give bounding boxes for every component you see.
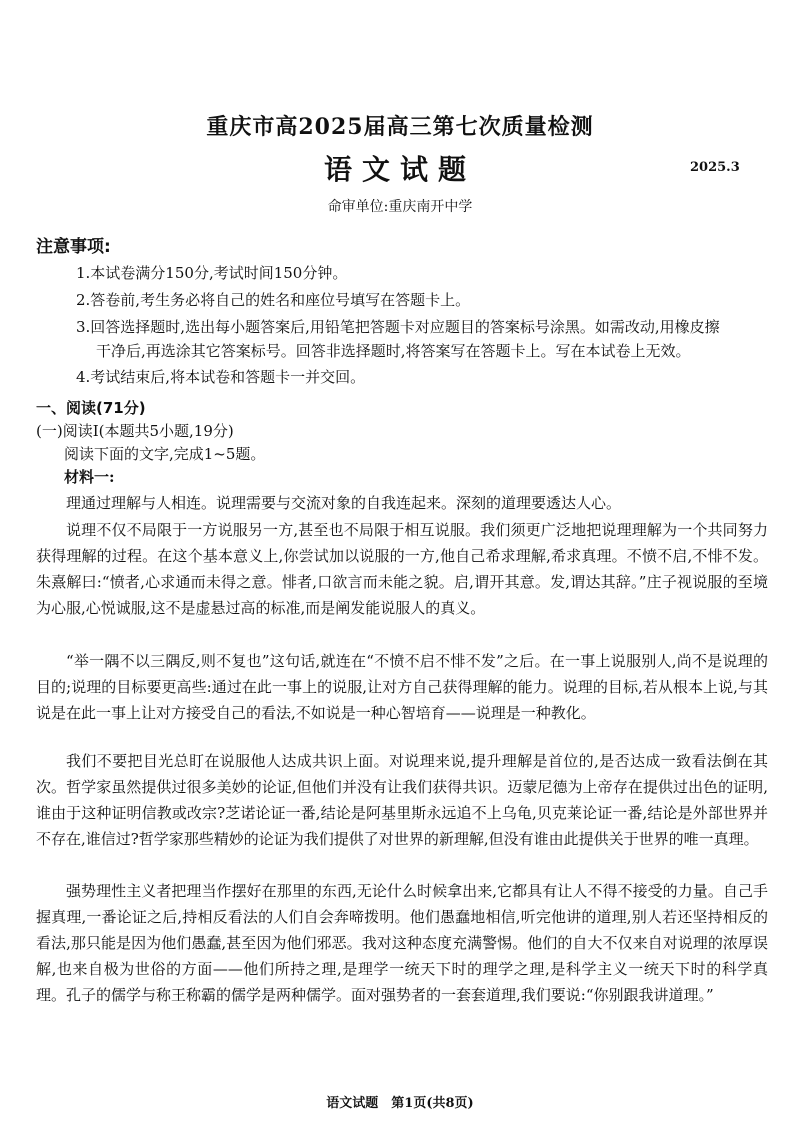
paragraph-5: 强势理性主义者把理当作摆好在那里的东西,无论什么时候拿出来,它都具有让人不得不接受的力量。自己手握真理,一番论证之后,持相反看法的人们自会奔啼拨明。他们愚蠢地相信,听完他讲的道理,别人若还坚持相反的看法,那只能是因为他们愚蠢,甚至因为他们邪恶。我对这种态度充满警惕。他们的自大不仅来自对说理的浓厚误解,也来自极为世俗的方面——他们所持之理,是理学一统天下时的理学之理,是科学主义一统天下时的科学真理。孔子的儒学与称王称霸的儒学是两种儒学。面对强势者的一套套道理,我们要说:“你别跟我讲道理。” bbox=[36, 882, 768, 1004]
notice-item-3: 3.回答选择题时,选出每小题答案后,用铅笔把答题卡对应题目的答案标号涂黑。如需改动,用橡皮擦 bbox=[76, 318, 720, 336]
exam-title: 重庆市高2025届高三第七次质量检测 bbox=[206, 114, 594, 140]
notice-title: 注意事项: bbox=[36, 237, 111, 257]
paragraph-3: “举一隅不以三隅反,则不复也”这句话,就连在“不愤不启不悱不发”之后。在一事上说服别人,尚不是说理的目的;说理的目标要更高些:通过在此一事上的说服,让对方自己获得理解的能力。说理的目标,若从根本上说,与其说是在此一事上让对方接受自己的看法,不如说是一种心智培育——说理是一种教化。 bbox=[36, 652, 768, 722]
notice-item-4: 4.考试结束后,将本试卷和答题卡一并交回。 bbox=[76, 368, 366, 386]
exam-date: 2025.3 bbox=[690, 160, 740, 175]
paragraph-2: 说理不仅不局限于一方说服另一方,甚至也不局限于相互说服。我们须更广泛地把说理理解为一个共同努力获得理解的过程。在这个基本意义上,你尝试加以说服的一方,他自己希求理解,希求真理。不愤不启,不悱不发。朱熹解曰:“愤者,心求通而未得之意。悱者,口欲言而未能之貌。启,谓开其意。发,谓达其辞。”庄子视说服的至境为心服,心悦诚服,这不是虚悬过高的标准,而是阐发能说服人的真义。 bbox=[36, 521, 768, 617]
page-footer: 语文试题 第1页(共8页) bbox=[326, 1096, 474, 1111]
sub-heading: (一)阅读Ⅰ(本题共5小题,19分) bbox=[36, 422, 234, 440]
paragraph-4: 我们不要把目光总盯在说服他人达成共识上面。对说理来说,提升理解是首位的,是否达成一致看法倒在其次。哲学家虽然提供过很多美妙的论证,但他们并没有让我们获得共识。迈蒙尼德为上帝存在提供过出色的证明,谁由于这种证明信教或改宗?芝诺论证一番,结论是阿基里斯永远追不上乌龟,贝克莱论证一番,结论是外部世界并不存在,谁信过?哲学家那些精妙的论证为我们提供了对世界的新理解,但没有谁由此提供关于世界的唯一真理。 bbox=[36, 752, 768, 848]
notice-item-1: 1.本试卷满分150分,考试时间150分钟。 bbox=[76, 264, 348, 282]
notice-item-3-cont: 干净后,再选涂其它答案标号。回答非选择题时,将答案写在答题卡上。写在本试卷上无效。 bbox=[96, 342, 691, 360]
material-label: 材料一: bbox=[64, 468, 115, 486]
paragraph-1: 理通过理解与人相连。说理需要与交流对象的自我连起来。深刻的道理要透达人心。 bbox=[66, 494, 622, 512]
notice-item-2: 2.答卷前,考生务必将自己的姓名和座位号填写在答题卡上。 bbox=[76, 291, 471, 309]
section-heading: 一、阅读(71分) bbox=[36, 399, 146, 417]
instruction: 阅读下面的文字,完成1~5题。 bbox=[64, 445, 266, 463]
subject-title: 语文试题 bbox=[323, 153, 476, 186]
issuing-unit: 命审单位:重庆南开中学 bbox=[327, 199, 473, 215]
